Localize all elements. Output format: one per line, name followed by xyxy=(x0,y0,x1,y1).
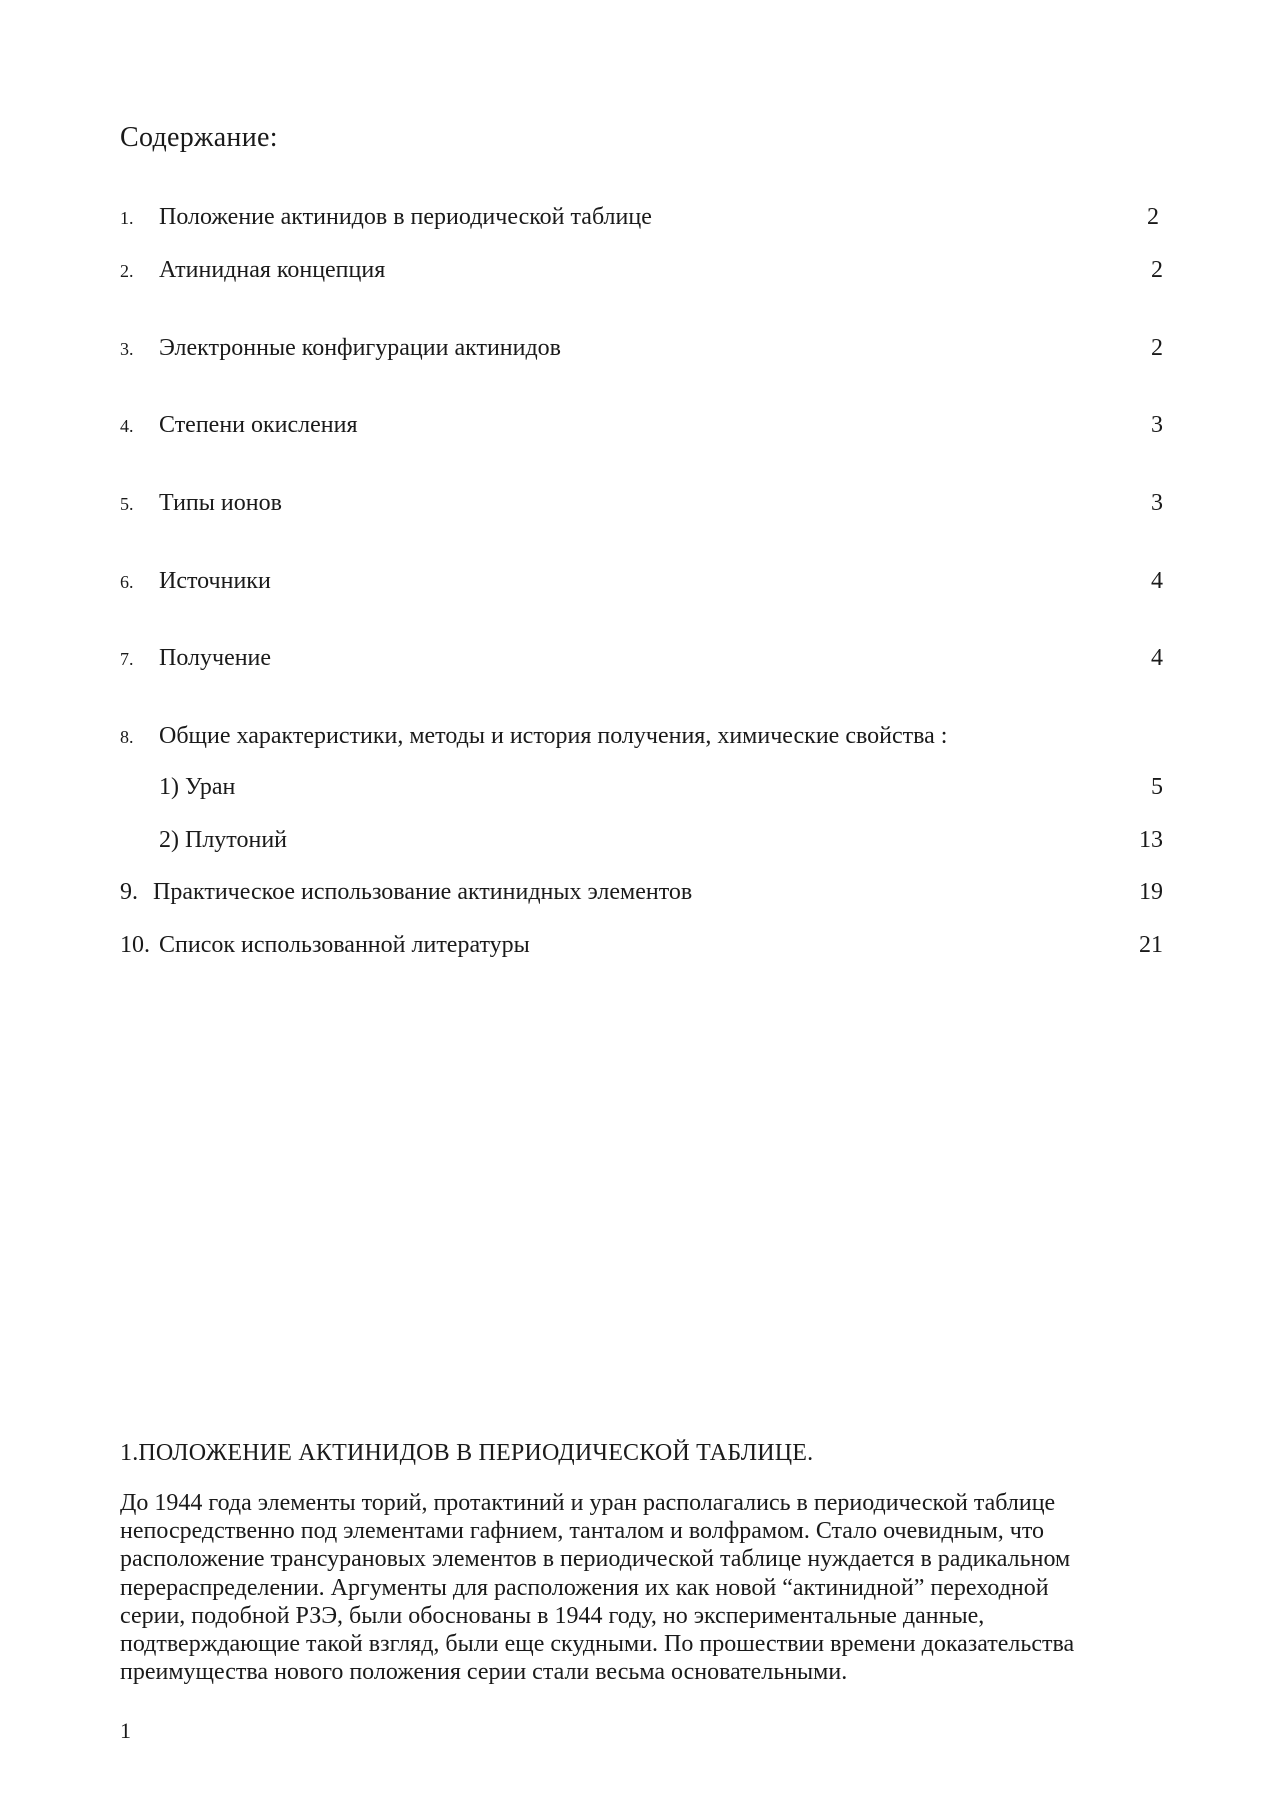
toc-item-text: Источники xyxy=(159,568,271,594)
toc-item-number: 7. xyxy=(120,649,134,669)
toc-item-text: Степени окисления xyxy=(159,412,358,438)
toc-item-page: 21 xyxy=(1139,932,1163,958)
toc-item-text: Практическое использование актинидных элементов xyxy=(153,879,693,905)
toc-item-page: 3 xyxy=(1151,412,1163,438)
toc-item-text: Электронные конфигурации актинидов xyxy=(159,335,562,361)
toc-title: Содержание: xyxy=(120,122,278,153)
toc-item-number: 1. xyxy=(120,208,134,228)
toc-item-number: 2. xyxy=(120,261,134,281)
page-number: 1 xyxy=(120,1718,131,1743)
toc-item-page: 19 xyxy=(1139,879,1163,905)
toc-item-page: 3 xyxy=(1151,490,1163,516)
paragraph-line: До 1944 года элементы торий, протактиний и уран располагались в периодической таблице xyxy=(120,1490,1056,1516)
paragraph-line: непосредственно под элементами гафнием, танталом и волфрамом. Стало очевидным, что xyxy=(120,1518,1045,1545)
body-paragraph xyxy=(120,1489,1180,1686)
paragraph-line: преимущества нового положения серии стали весьма основательными. xyxy=(120,1659,848,1686)
toc-item-number: 5. xyxy=(120,494,134,514)
paragraph-line: перераспределении. Аргументы для расположения их как новой “актинидной” переходной xyxy=(120,1574,1049,1601)
toc-item-page: 13 xyxy=(1139,827,1163,853)
toc-item-page: 4 xyxy=(1151,645,1163,671)
toc-item-number: 3. xyxy=(120,339,134,359)
toc-item-number: 10. xyxy=(120,932,150,958)
toc-subitem-text: 2) Плутоний xyxy=(159,827,288,853)
toc-item-text: Получение xyxy=(159,645,272,671)
toc-item-page: 2 xyxy=(1151,335,1163,361)
toc-item-number: 4. xyxy=(120,416,134,436)
toc-item-number: 8. xyxy=(120,727,134,747)
toc-item-page: 5 xyxy=(1151,774,1163,800)
toc-item-text: Общие характеристики, методы и история получения, химические свойства : xyxy=(159,723,948,749)
toc-item-text: Типы ионов xyxy=(159,490,282,516)
toc-item-page: 2 xyxy=(1147,204,1159,230)
toc-item-text: Список использованной литературы xyxy=(159,932,530,958)
paragraph-line: серии, подобной РЗЭ, были обоснованы в 1944 году, но экспериментальные данные, xyxy=(120,1602,985,1629)
toc-item-page: 2 xyxy=(1151,257,1163,283)
paragraph-line: подтверждающие такой взгляд, были еще скудными. По прошествии времени доказательства xyxy=(120,1631,1075,1658)
section-heading: 1.ПОЛОЖЕНИЕ АКТИНИДОВ В ПЕРИОДИЧЕСКОЙ ТАБЛИЦЕ. xyxy=(120,1440,814,1466)
toc-item-number: 9. xyxy=(120,879,138,905)
toc-item-text: Атинидная концепция xyxy=(159,257,386,283)
toc-item-page: 4 xyxy=(1151,568,1163,594)
paragraph-line: расположение трансурановых элементов в периодической таблице нуждается в радикальном xyxy=(120,1546,1071,1573)
toc-item-number: 6. xyxy=(120,572,134,592)
toc-item-text: Положение актинидов в периодической таблице xyxy=(159,204,652,230)
toc-subitem-text: 1) Уран xyxy=(159,774,236,800)
